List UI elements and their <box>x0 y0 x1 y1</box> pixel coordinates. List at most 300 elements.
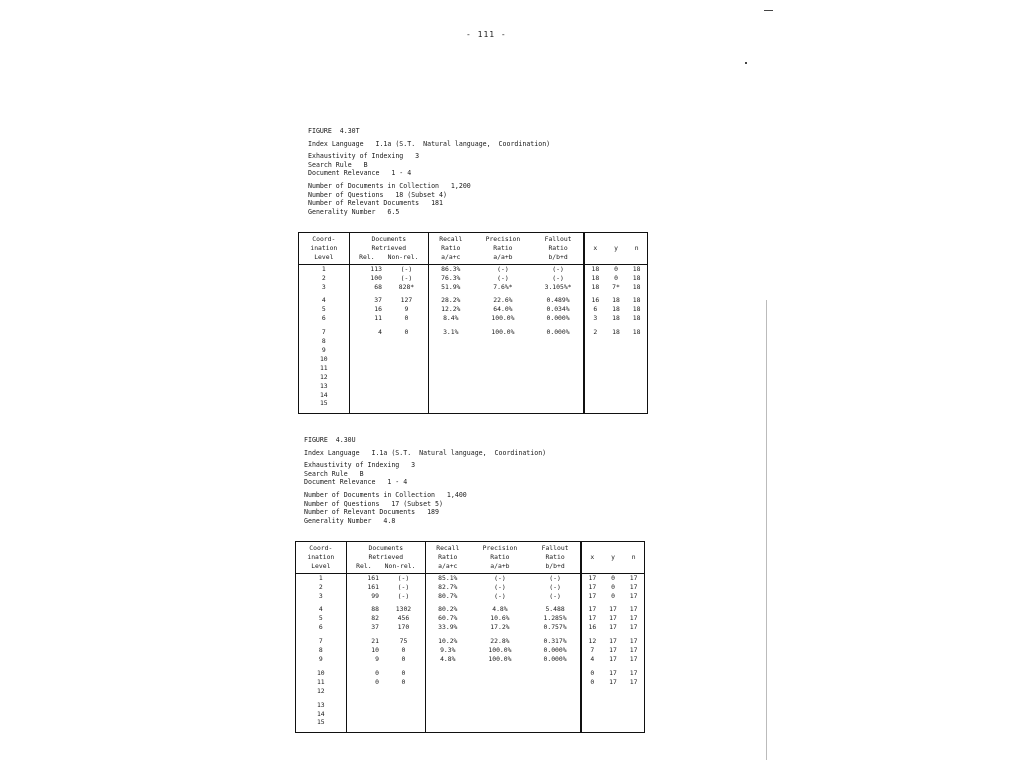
spacer-row <box>299 408 648 414</box>
cell-y: 7* <box>612 282 620 291</box>
cell-nonrel: 127 <box>400 296 413 305</box>
cell-recall: 51.9% <box>428 283 472 292</box>
header-line: Precision <box>485 235 521 243</box>
cell-rel <box>346 701 382 710</box>
cell-rel <box>349 399 385 408</box>
cell-fallout: (-) <box>549 582 561 591</box>
number-of-questions: Number of Questions 18 (Subset 4) <box>308 190 447 199</box>
cell-recall <box>428 382 472 391</box>
cell-rel: 11 <box>349 314 385 323</box>
cell-recall: 82.7% <box>425 583 469 592</box>
header-line: b/b+d <box>548 252 568 261</box>
cell-y: 18 <box>612 328 620 337</box>
cell-precision <box>473 408 534 414</box>
cell-y <box>606 391 626 400</box>
cell-level: 11 <box>319 363 328 372</box>
header-line: a/a+c <box>441 252 461 261</box>
cell-recall <box>425 687 469 696</box>
header-line: ination <box>307 552 335 561</box>
table-row <box>299 337 648 346</box>
relevant-documents: Number of Relevant Documents 181 <box>308 199 443 208</box>
cell-fallout <box>533 346 584 355</box>
cell-n <box>626 337 647 346</box>
table-row <box>299 328 648 337</box>
figure-caption: FIGURE 4.30T <box>308 127 360 135</box>
header-line: Fallout <box>544 235 572 243</box>
cell-level: 13 <box>316 700 325 709</box>
cell-rel <box>349 408 385 414</box>
header-rel: Rel. <box>359 252 375 261</box>
cell-y <box>606 346 626 355</box>
cell-x: 17 <box>581 605 603 614</box>
cell-level: 15 <box>319 399 328 408</box>
cell-level: 12 <box>316 686 325 695</box>
cell-fallout: (-) <box>552 264 564 273</box>
cell-level: 8 <box>318 646 323 655</box>
cell-precision: 64.0% <box>493 305 513 314</box>
cell-n <box>626 408 647 414</box>
cell-precision <box>470 669 531 678</box>
cell-recall: 3.1% <box>428 328 472 337</box>
cell-x <box>584 391 606 400</box>
cell-y <box>603 710 623 719</box>
table-row <box>299 364 648 373</box>
header-documents-retrieved <box>346 542 425 574</box>
table-row <box>296 614 645 623</box>
cell-n: 18 <box>632 296 641 305</box>
cell-recall <box>428 373 472 382</box>
cell-rel: 0 <box>346 678 382 687</box>
table-row <box>299 373 648 382</box>
table-row <box>296 573 645 582</box>
cell-fallout <box>530 727 581 733</box>
cell-fallout <box>533 382 584 391</box>
generality-number: Generality Number 6.5 <box>308 207 400 216</box>
cell-n: 17 <box>629 614 638 623</box>
cell-level: 11 <box>316 677 325 686</box>
cell-x <box>581 687 603 696</box>
documents-in-collection: Number of Documents in Collection 1,200 <box>308 181 471 190</box>
cell-level: 3 <box>321 282 326 291</box>
cell-precision: 22.6% <box>493 296 513 305</box>
table-row <box>296 687 645 696</box>
cell-x <box>581 710 603 719</box>
exhaustivity: Exhaustivity of Indexing 3 <box>308 152 420 161</box>
cell-fallout: (-) <box>549 591 561 600</box>
header-fallout-ratio <box>533 233 584 265</box>
header-line: Documents <box>371 235 407 243</box>
cell-level: 8 <box>321 337 326 346</box>
cell-recall: 4.8% <box>425 655 469 664</box>
cell-y: 17 <box>609 605 617 614</box>
cell-recall <box>425 710 469 719</box>
cell-level: 9 <box>318 654 323 663</box>
cell-rel <box>346 687 382 696</box>
header-line: Coord- <box>309 544 333 552</box>
header-line: ination <box>310 243 338 252</box>
cell-recall <box>428 408 472 414</box>
cell-precision: 4.8% <box>492 605 508 614</box>
cell-level: 5 <box>318 614 323 623</box>
cell-fallout <box>530 669 581 678</box>
table-row <box>299 382 648 391</box>
cell-y: 17 <box>609 654 617 663</box>
cell-y: 17 <box>609 623 617 632</box>
cell-nonrel: 0 <box>404 328 409 337</box>
header-coordination-level <box>299 233 350 265</box>
cell-precision <box>473 364 534 373</box>
header-y: y <box>606 233 626 265</box>
cell-level: 14 <box>319 390 328 399</box>
cell-fallout: 0.000% <box>543 654 567 663</box>
header-line: Recall <box>439 235 463 243</box>
cell-level: 1 <box>321 264 326 273</box>
cell-fallout <box>530 687 581 696</box>
header-line: Documents <box>368 544 404 552</box>
cell-nonrel: 75 <box>399 637 408 646</box>
search-rule: Search Rule B <box>308 160 368 169</box>
cell-fallout <box>533 364 584 373</box>
cell-y <box>606 355 626 364</box>
cell-precision: (-) <box>497 264 509 273</box>
cell-rel <box>349 355 385 364</box>
cell-n <box>623 701 644 710</box>
table-row <box>299 274 648 283</box>
cell-n: 17 <box>629 668 638 677</box>
cell-rel: 82 <box>346 614 382 623</box>
cell-n: 17 <box>629 677 638 686</box>
cell-n <box>623 710 644 719</box>
table-row <box>296 669 645 678</box>
header-line: Level <box>311 561 331 570</box>
cell-fallout: 0.000% <box>546 314 570 323</box>
cell-precision: 100.0% <box>491 314 515 323</box>
scan-mark <box>764 10 773 11</box>
header-line: Level <box>314 252 334 261</box>
cell-n: 18 <box>632 264 641 273</box>
cell-level <box>299 408 350 414</box>
cell-x <box>581 727 603 733</box>
cell-n: 17 <box>629 582 638 591</box>
cell-level: 3 <box>318 591 323 600</box>
generality-number: Generality Number 4.8 <box>304 516 396 525</box>
figure-caption: FIGURE 4.30U <box>304 436 356 444</box>
cell-x: 18 <box>584 274 606 283</box>
cell-rel <box>349 337 385 346</box>
cell-n: 18 <box>632 328 641 337</box>
cell-n: 18 <box>632 314 641 323</box>
cell-y: 0 <box>614 264 618 273</box>
cell-y: 17 <box>609 677 617 686</box>
index-language: Index Language I.1a (S.T. Natural language, Coordination) <box>304 448 547 457</box>
cell-y <box>606 337 626 346</box>
cell-level: 13 <box>319 381 328 390</box>
table-row <box>296 605 645 614</box>
cell-nonrel <box>382 701 426 710</box>
cell-level: 6 <box>318 623 323 632</box>
cell-precision: (-) <box>494 591 506 600</box>
cell-fallout <box>530 710 581 719</box>
figure-block <box>308 127 550 216</box>
cell-recall <box>428 355 472 364</box>
cell-recall: 12.2% <box>428 305 472 314</box>
cell-fallout <box>530 701 581 710</box>
table-row <box>299 355 648 364</box>
cell-precision <box>473 382 534 391</box>
cell-nonrel: 0 <box>401 654 406 663</box>
cell-precision: 17.2% <box>490 623 510 632</box>
header-line: Fallout <box>541 544 569 552</box>
cell-y <box>606 408 626 414</box>
cell-nonrel: 0 <box>404 314 409 323</box>
cell-precision <box>470 687 531 696</box>
cell-x: 17 <box>581 614 603 623</box>
cell-n: 17 <box>629 654 638 663</box>
cell-fallout: 1.285% <box>543 614 567 623</box>
cell-y: 18 <box>612 314 620 323</box>
table-row <box>296 623 645 632</box>
cell-x: 18 <box>584 264 606 273</box>
cell-n <box>626 355 647 364</box>
cell-x: 4 <box>581 655 603 664</box>
cell-precision: (-) <box>494 582 506 591</box>
cell-nonrel <box>382 718 426 727</box>
cell-y <box>603 718 623 727</box>
cell-x: 0 <box>581 669 603 678</box>
cell-recall <box>425 727 469 733</box>
cell-precision <box>470 701 531 710</box>
cell-rel: 4 <box>349 328 385 337</box>
cell-x <box>584 355 606 364</box>
cell-precision: 100.0% <box>488 646 512 655</box>
cell-rel: 161 <box>346 583 382 592</box>
cell-fallout: 5.488 <box>545 605 565 614</box>
cell-x: 17 <box>581 592 603 601</box>
cell-n: 17 <box>629 573 638 582</box>
cell-y: 17 <box>609 668 617 677</box>
cell-y <box>606 373 626 382</box>
table-row <box>296 646 645 655</box>
cell-nonrel <box>385 408 429 414</box>
cell-fallout: 0.000% <box>546 328 570 337</box>
cell-rel <box>346 718 382 727</box>
cell-y: 17 <box>609 637 617 646</box>
header-x: x <box>581 542 603 574</box>
table-row <box>296 701 645 710</box>
cell-rel: 68 <box>349 283 385 292</box>
header-documents-retrieved <box>349 233 428 265</box>
cell-y: 17 <box>609 646 617 655</box>
table-row <box>296 718 645 727</box>
header-line: Ratio <box>493 243 513 252</box>
cell-nonrel <box>385 346 429 355</box>
index-language: Index Language I.1a (S.T. Natural language, Coordination) <box>308 139 551 148</box>
cell-x: 2 <box>584 328 606 337</box>
header-line: b/b+d <box>545 561 565 570</box>
cell-recall: 60.7% <box>425 614 469 623</box>
cell-rel <box>349 364 385 373</box>
cell-precision: 100.0% <box>491 328 515 337</box>
cell-x <box>584 382 606 391</box>
cell-recall: 8.4% <box>428 314 472 323</box>
cell-x <box>584 399 606 408</box>
spacer-row <box>296 727 645 733</box>
header-line: Ratio <box>490 552 510 561</box>
cell-level: 5 <box>321 305 326 314</box>
scan-edge-line <box>766 300 767 760</box>
cell-x: 18 <box>584 283 606 292</box>
cell-precision <box>473 373 534 382</box>
cell-y <box>603 701 623 710</box>
cell-level: 7 <box>318 637 323 646</box>
header-x: x <box>584 233 606 265</box>
cell-nonrel <box>385 373 429 382</box>
cell-rel <box>349 382 385 391</box>
header-line: Ratio <box>441 243 461 252</box>
page-number: - 111 - <box>466 30 507 39</box>
header-line: Precision <box>482 544 518 552</box>
exhaustivity: Exhaustivity of Indexing 3 <box>304 461 416 470</box>
cell-rel <box>346 727 382 733</box>
cell-nonrel: (-) <box>397 591 410 600</box>
cell-recall: 80.2% <box>425 605 469 614</box>
table-row <box>299 264 648 273</box>
cell-recall <box>428 391 472 400</box>
table-row <box>296 678 645 687</box>
documents-in-collection: Number of Documents in Collection 1,400 <box>304 490 467 499</box>
header-line: Retrieved <box>368 552 404 561</box>
cell-n: 18 <box>632 273 641 282</box>
number-of-questions: Number of Questions 17 (Subset 5) <box>304 499 443 508</box>
cell-fallout: 3.105%* <box>544 282 572 291</box>
table-row <box>296 655 645 664</box>
cell-n: 17 <box>629 605 638 614</box>
cell-nonrel: 170 <box>397 623 410 632</box>
header-line: Ratio <box>545 552 565 561</box>
cell-precision <box>473 355 534 364</box>
cell-y <box>606 399 626 408</box>
cell-recall <box>425 701 469 710</box>
cell-rel <box>346 710 382 719</box>
table-row <box>299 283 648 292</box>
cell-recall <box>428 399 472 408</box>
cell-precision <box>473 346 534 355</box>
cell-recall <box>428 346 472 355</box>
relevant-documents: Number of Relevant Documents 189 <box>304 508 439 517</box>
cell-nonrel: (-) <box>400 273 413 282</box>
cell-y <box>606 382 626 391</box>
cell-y: 18 <box>612 305 620 314</box>
cell-n <box>626 391 647 400</box>
header-rel: Rel. <box>356 561 372 570</box>
cell-recall <box>428 364 472 373</box>
cell-nonrel: 828* <box>398 282 415 291</box>
cell-n: 17 <box>629 646 638 655</box>
header-row <box>296 542 645 574</box>
cell-fallout <box>533 373 584 382</box>
cell-n <box>626 364 647 373</box>
cell-nonrel: 0 <box>401 668 406 677</box>
cell-precision: (-) <box>494 573 506 582</box>
cell-fallout <box>533 355 584 364</box>
cell-fallout <box>533 337 584 346</box>
cell-n: 18 <box>632 305 641 314</box>
cell-nonrel: (-) <box>400 264 413 273</box>
cell-x <box>584 373 606 382</box>
header-precision-ratio <box>473 233 534 265</box>
cell-recall <box>425 678 469 687</box>
cell-fallout: 0.034% <box>546 305 570 314</box>
table-row <box>296 637 645 646</box>
cell-recall: 9.3% <box>425 646 469 655</box>
figure-block <box>304 436 546 525</box>
header-fallout-ratio <box>530 542 581 574</box>
cell-precision: 22.8% <box>490 637 510 646</box>
cell-rel: 161 <box>346 573 382 582</box>
cell-recall: 80.7% <box>425 592 469 601</box>
cell-nonrel <box>382 710 426 719</box>
cell-fallout <box>530 718 581 727</box>
cell-y: 0 <box>611 573 615 582</box>
header-nonrel: Non-rel. <box>384 561 416 570</box>
cell-y: 0 <box>611 582 615 591</box>
cell-fallout <box>530 678 581 687</box>
table-row <box>299 296 648 305</box>
cell-n <box>626 346 647 355</box>
cell-nonrel <box>385 355 429 364</box>
cell-level: 15 <box>316 718 325 727</box>
cell-recall: 33.9% <box>425 623 469 632</box>
table-row <box>299 305 648 314</box>
cell-nonrel: 1302 <box>395 605 412 614</box>
cell-level: 12 <box>319 372 328 381</box>
header-y: y <box>603 542 623 574</box>
cell-n: 17 <box>629 637 638 646</box>
cell-nonrel <box>385 391 429 400</box>
cell-rel <box>349 346 385 355</box>
cell-nonrel <box>385 399 429 408</box>
header-line: Recall <box>436 544 460 552</box>
cell-y: 0 <box>614 273 618 282</box>
cell-x: 12 <box>581 637 603 646</box>
cell-nonrel: 9 <box>404 305 409 314</box>
cell-precision <box>473 391 534 400</box>
table-row <box>296 583 645 592</box>
cell-level: 4 <box>318 605 323 614</box>
results-table-container <box>298 232 648 414</box>
cell-rel: 100 <box>349 274 385 283</box>
cell-rel: 99 <box>346 592 382 601</box>
cell-recall <box>425 669 469 678</box>
header-line: a/a+b <box>490 561 510 570</box>
cell-nonrel: (-) <box>397 582 410 591</box>
cell-y: 17 <box>609 614 617 623</box>
cell-x <box>584 364 606 373</box>
table-row <box>299 346 648 355</box>
results-table <box>295 541 645 733</box>
cell-rel: 21 <box>346 637 382 646</box>
cell-x: 16 <box>581 623 603 632</box>
cell-precision: 10.6% <box>490 614 510 623</box>
header-line: Coord- <box>312 235 336 243</box>
header-row <box>299 233 648 265</box>
header-line: a/a+b <box>493 252 513 261</box>
cell-precision <box>470 678 531 687</box>
cell-precision <box>470 727 531 733</box>
header-nonrel: Non-rel. <box>387 252 419 261</box>
cell-level: 7 <box>321 328 326 337</box>
table-row <box>299 399 648 408</box>
